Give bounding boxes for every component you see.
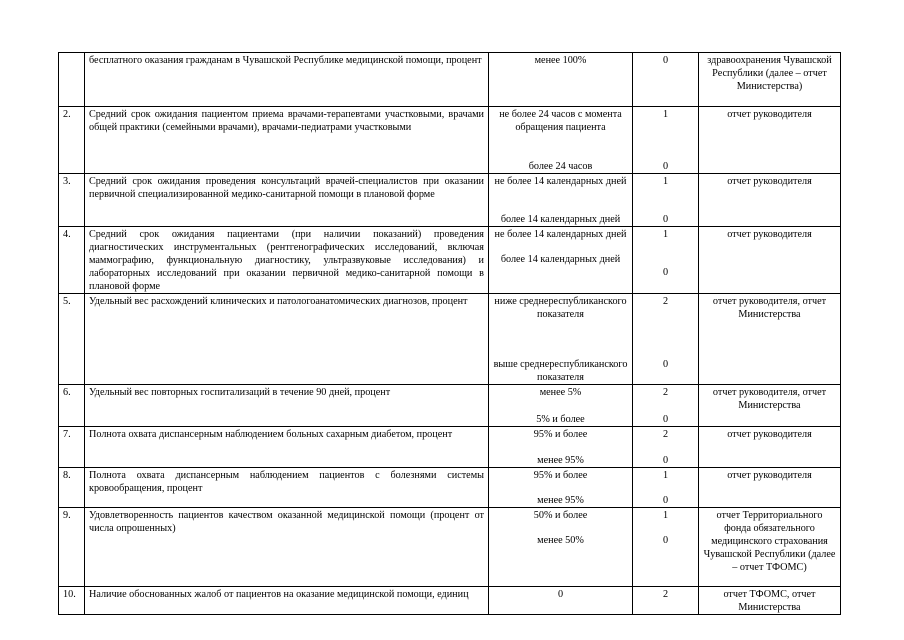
indicator-text: Наличие обоснованных жалоб от пациентов на оказание медицинской помощи, единиц <box>85 587 489 615</box>
score-value: 1 <box>662 510 669 521</box>
criterion-value: не более 14 календарных дней <box>494 176 627 187</box>
criterion-value: не более 24 часов с момента обращения пациента <box>499 109 622 133</box>
criterion-value: менее 5% <box>539 387 582 398</box>
criterion-value: 50% и более <box>533 510 588 521</box>
source-text: отчет ТФОМС, отчет Министерства <box>699 587 841 615</box>
indicator-text: Средний срок ожидания проведения консультаций врачей-специалистов при оказании первичной специализированной медико-санитарной помощи в плановой форме <box>85 174 489 227</box>
source-text: отчет руководителя, отчет Министерства <box>699 294 841 385</box>
table-row <box>59 508 841 587</box>
indicator-text: Полнота охвата диспансерным наблюдением пациентов с болезнями системы кровообращения, процент <box>85 468 489 508</box>
score-value: 1 <box>662 109 669 120</box>
row-number: 5. <box>59 294 85 385</box>
score-value: 0 <box>662 214 669 225</box>
criterion-value: выше среднереспубликанского показателя <box>493 359 628 383</box>
score-value: 2 <box>633 587 699 615</box>
table-row <box>59 587 841 615</box>
score-value: 0 <box>662 495 669 506</box>
score-value: 0 <box>662 161 669 172</box>
table-row <box>59 385 841 427</box>
criterion-value: ниже среднереспубликанского показателя <box>494 296 627 320</box>
score-value: 1 <box>662 470 669 481</box>
score-value: 1 <box>662 176 669 187</box>
criterion-value: 5% и более <box>536 414 585 425</box>
table-row <box>59 53 841 107</box>
score-value: 0 <box>662 359 669 370</box>
indicator-text: Удельный вес расхождений клинических и патологоанатомических диагнозов, процент <box>85 294 489 385</box>
row-number: 9. <box>59 508 85 587</box>
row-number: 7. <box>59 427 85 468</box>
criterion-value: менее 50% <box>537 535 584 546</box>
row-number: 10. <box>59 587 85 615</box>
source-text: отчет руководителя <box>699 107 841 174</box>
criterion-value: менее 95% <box>537 495 584 506</box>
indicator-text: Полнота охвата диспансерным наблюдением больных сахарным диабетом, процент <box>85 427 489 468</box>
score-value: 2 <box>662 429 669 440</box>
criterion-value: 0 <box>489 587 633 615</box>
row-number: 6. <box>59 385 85 427</box>
indicator-text: Удовлетворенность пациентов качеством оказанной медицинской помощи (процент от числа опрошенных) <box>85 508 489 587</box>
table-row <box>59 468 841 508</box>
criterion-value: менее 100% <box>489 53 633 107</box>
table-row <box>59 294 841 385</box>
criterion-value: не более 14 календарных дней <box>494 229 627 240</box>
row-number: 4. <box>59 227 85 294</box>
row-number: 8. <box>59 468 85 508</box>
indicator-text: Средний срок ожидания пациентом приема врачами-терапевтами участковыми, врачами общей практики (семейными врачами), врачами-педиатрами участковыми <box>85 107 489 174</box>
score-value: 0 <box>662 267 669 278</box>
indicator-text: Средний срок ожидания пациентами (при наличии показаний) проведения диагностических инструментальных (рентгенографических исследований, включая маммографию, функциональную диагностику, ультразвуковые исследования) и лабораторных исследований при оказании первичной медико-санитарной помощи в плановой форме <box>85 227 489 294</box>
score-value: 0 <box>662 414 669 425</box>
criterion-value: менее 95% <box>537 455 584 466</box>
row-number: 2. <box>59 107 85 174</box>
indicator-text: Удельный вес повторных госпитализаций в течение 90 дней, процент <box>85 385 489 427</box>
score-value: 0 <box>662 455 669 466</box>
source-text: отчет руководителя <box>699 174 841 227</box>
criterion-value: более 14 календарных дней <box>500 214 621 225</box>
score-value: 2 <box>662 387 669 398</box>
indicator-text: бесплатного оказания гражданам в Чувашской Республике медицинской помощи, процент <box>85 53 489 107</box>
source-text: отчет руководителя <box>699 227 841 294</box>
table-row <box>59 427 841 468</box>
source-text: отчет Территориального фонда обязательного медицинского страхования Чувашской Республики (далее – отчет ТФОМС) <box>699 508 841 587</box>
criterion-value: 95% и более <box>533 429 588 440</box>
score-value: 0 <box>633 53 699 107</box>
table-row <box>59 107 841 174</box>
source-text: отчет руководителя <box>699 468 841 508</box>
score-value: 1 <box>662 229 669 240</box>
source-text: отчет руководителя, отчет Министерства <box>699 385 841 427</box>
criterion-value: более 24 часов <box>528 161 593 172</box>
source-text: здравоохранения Чувашской Республики (далее – отчет Министерства) <box>699 53 841 107</box>
score-value: 2 <box>662 296 669 307</box>
criterion-value: более 14 календарных дней <box>500 254 621 265</box>
criterion-value: 95% и более <box>533 470 588 481</box>
row-number: 3. <box>59 174 85 227</box>
criteria-table <box>58 52 841 615</box>
table-row <box>59 227 841 294</box>
source-text: отчет руководителя <box>699 427 841 468</box>
score-value: 0 <box>662 535 669 546</box>
row-number <box>59 53 85 107</box>
table-row <box>59 174 841 227</box>
